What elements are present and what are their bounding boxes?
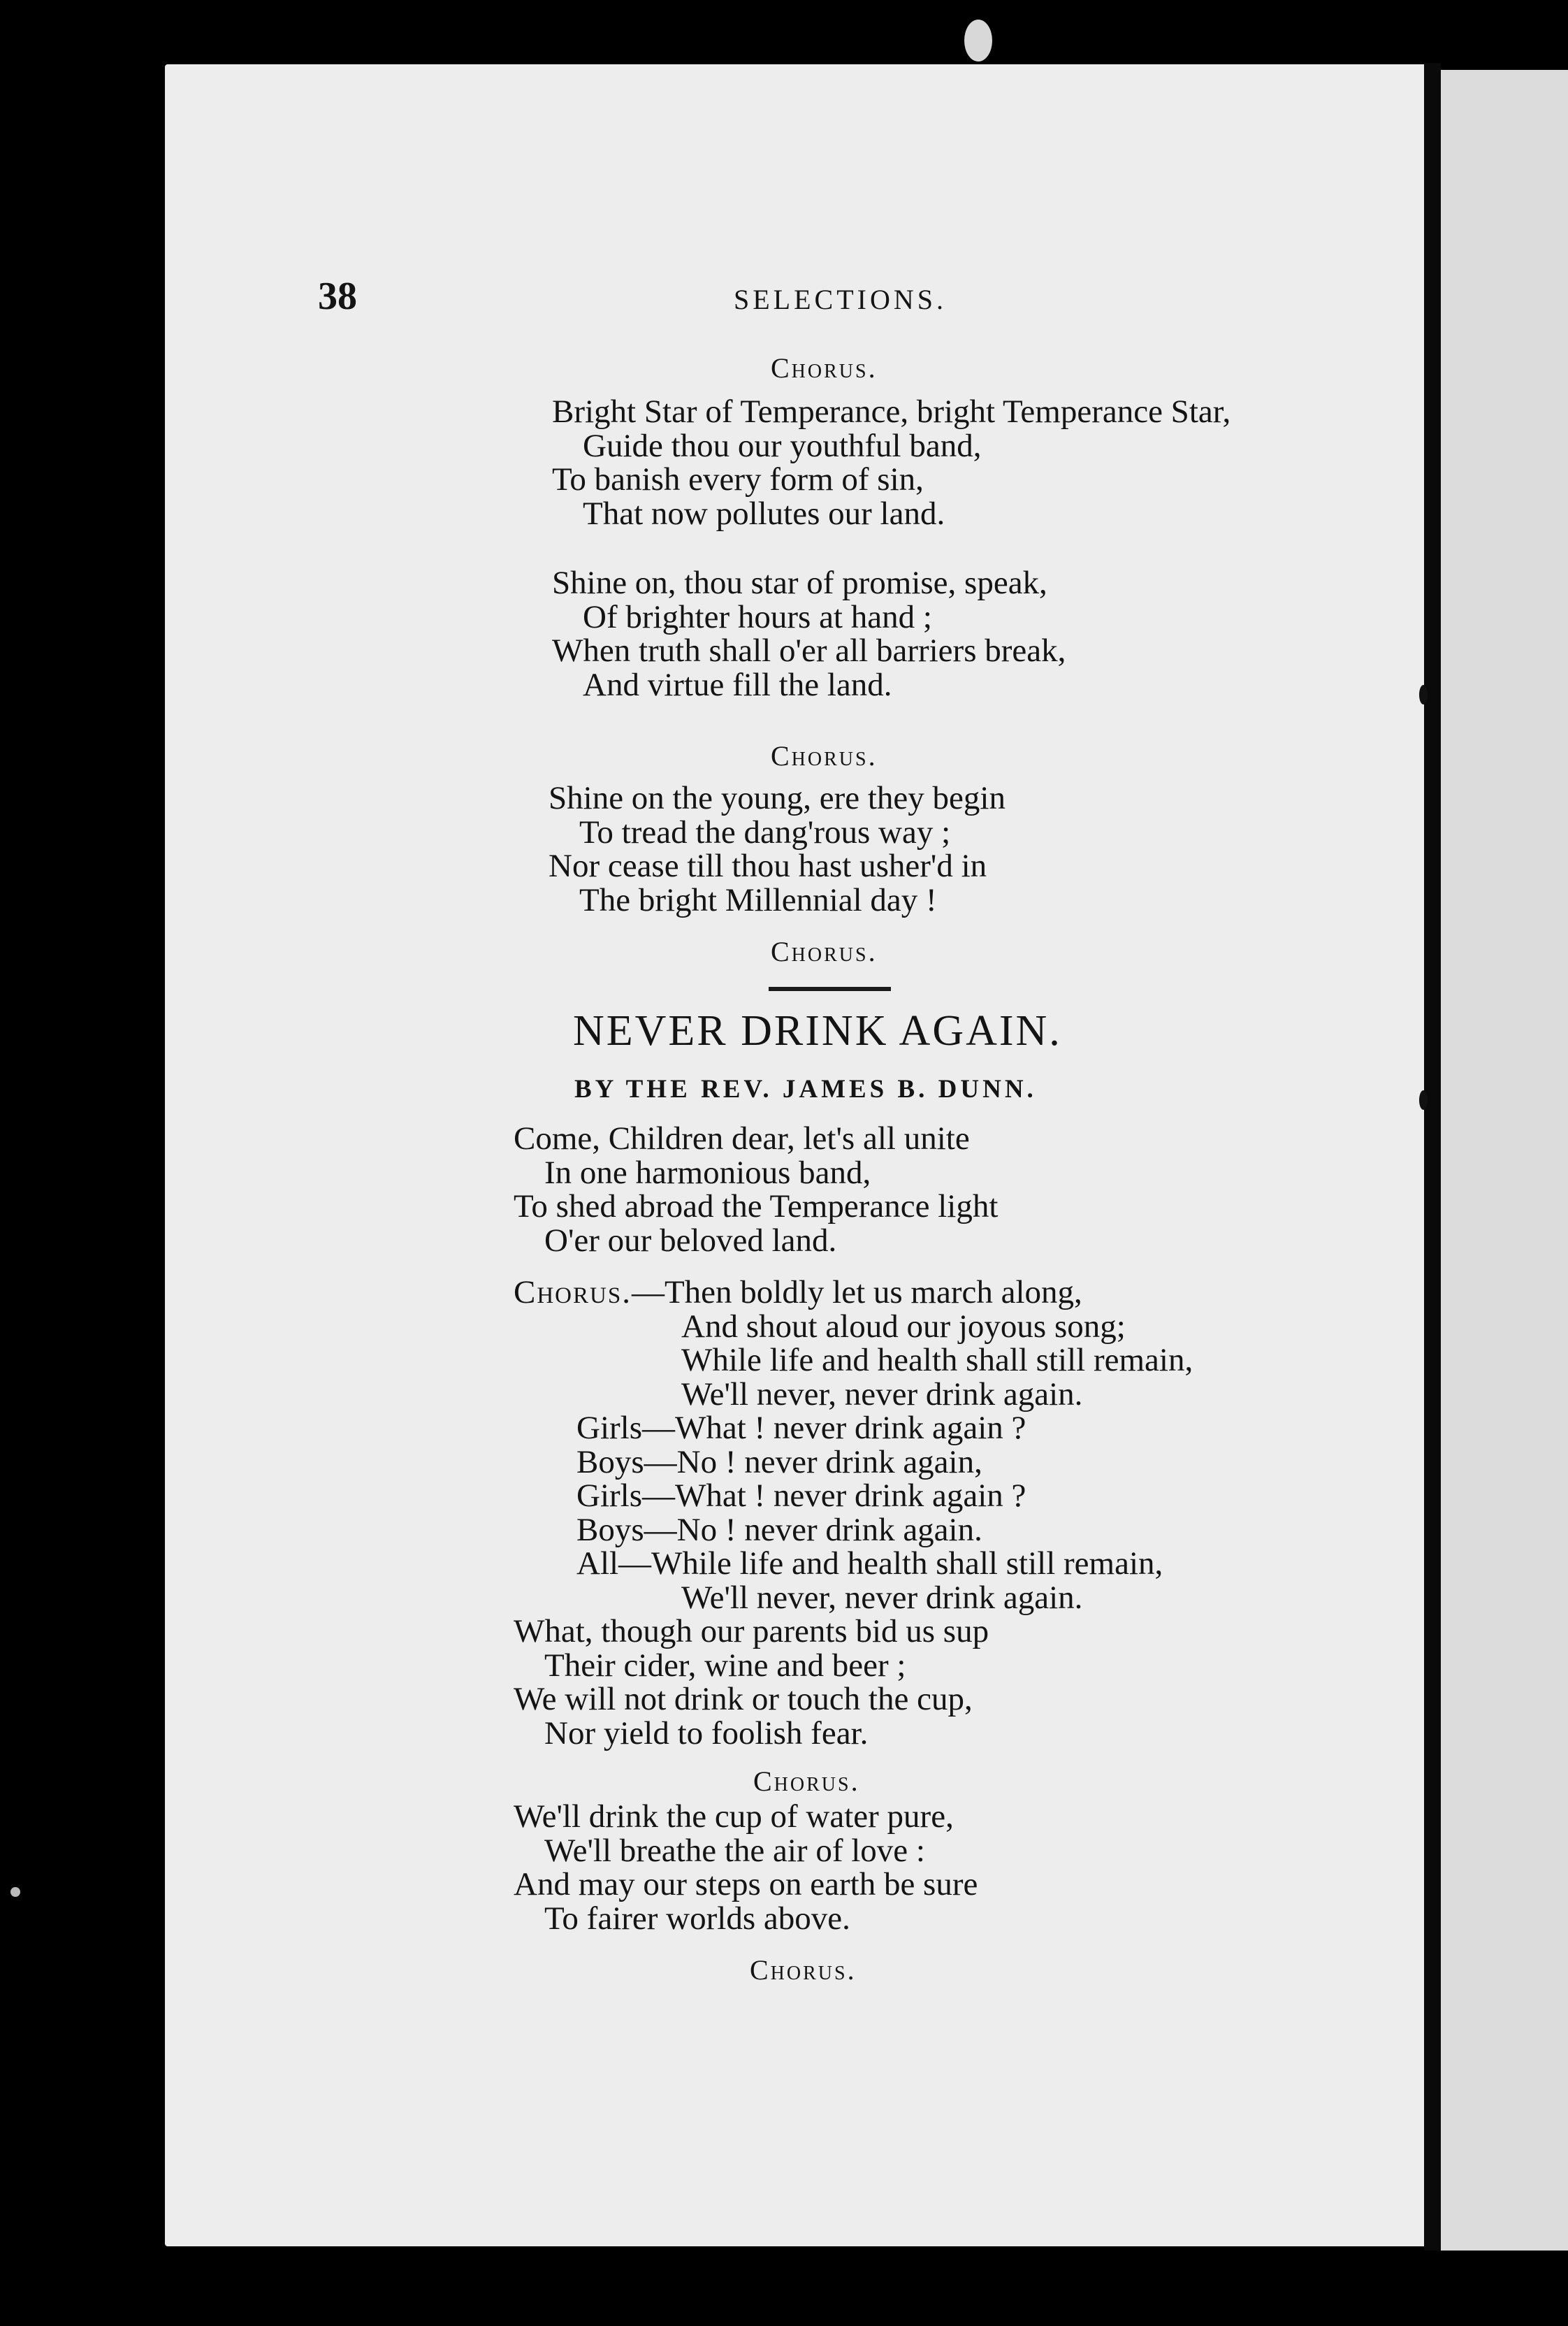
verse-line: To fairer worlds above. <box>544 1900 850 1937</box>
verse-line: Come, Children dear, let's all unite <box>514 1120 970 1157</box>
stanza <box>514 1800 978 1935</box>
chorus-line: We'll never, never drink again. <box>681 1375 1083 1413</box>
chorus-line: —Then boldly let us march along, <box>631 1274 1082 1310</box>
stanza <box>514 1122 998 1257</box>
verse-line: When truth shall o'er all barriers break, <box>552 633 1066 669</box>
page-number: 38 <box>318 275 357 318</box>
chorus-label: Chorus. <box>771 352 878 384</box>
chorus-first-line <box>514 1276 1193 1310</box>
facing-page-edge <box>1441 70 1568 2251</box>
chorus-line: And shout aloud our joyous song; <box>681 1308 1126 1345</box>
verse-line: Nor cease till thou hast usher'd in <box>549 848 987 884</box>
stanza <box>552 566 1066 702</box>
chorus-label: Chorus. <box>771 740 878 772</box>
chorus-line: While life and health shall still remain, <box>681 1342 1193 1378</box>
verse-line: Of brighter hours at hand ; <box>583 598 932 635</box>
dialog-line: All—While life and health shall still remain, <box>576 1545 1163 1582</box>
verse-line: To shed abroad the Temperance light <box>514 1188 999 1225</box>
chorus-inline-label: Chorus. <box>514 1274 632 1310</box>
verse-line: We'll drink the cup of water pure, <box>514 1798 954 1835</box>
verse-line: Guide thou our youthful band, <box>583 427 982 464</box>
stanza <box>549 781 1006 917</box>
dialog-line: Girls—What ! never drink again ? <box>576 1478 1026 1514</box>
chorus-label: Chorus. <box>771 936 878 967</box>
verse-line: To banish every form of sin, <box>552 461 924 498</box>
section-rule <box>769 987 891 991</box>
chorus-label: Chorus. <box>750 1954 857 1986</box>
verse-line: O'er our beloved land. <box>544 1222 837 1259</box>
verse-line: And virtue fill the land. <box>583 666 892 703</box>
dialog-line: Girls—What ! never drink again ? <box>576 1410 1026 1446</box>
book-gutter <box>1424 63 1441 2251</box>
verse-line: Shine on the young, ere they begin <box>549 780 1006 816</box>
chorus-label: Chorus. <box>753 1765 860 1797</box>
verse-line: That now pollutes our land. <box>583 495 945 532</box>
verse-line: In one harmonious band, <box>544 1154 871 1191</box>
scan-speck <box>964 20 992 62</box>
song-byline: BY THE REV. JAMES B. DUNN. <box>574 1075 1037 1104</box>
stanza <box>514 1615 989 1750</box>
verse-line: The bright Millennial day ! <box>579 881 937 918</box>
verse-line: We will not drink or touch the cup, <box>514 1681 973 1717</box>
scan-speck <box>10 1887 20 1897</box>
verse-line: Bright Star of Temperance, bright Temperance Star, <box>552 393 1231 430</box>
verse-line: We'll breathe the air of love : <box>544 1832 925 1869</box>
verse-line: Their cider, wine and beer ; <box>544 1647 906 1684</box>
scan-speck <box>1419 1090 1428 1110</box>
verse-line: Shine on, thou star of promise, speak, <box>552 565 1047 601</box>
running-head: SELECTIONS. <box>734 284 947 315</box>
chorus-line: We'll never, never drink again. <box>681 1579 1083 1616</box>
stanza <box>552 395 1231 530</box>
dialog-line: Boys—No ! never drink again. <box>576 1511 982 1548</box>
scan-speck <box>1419 685 1428 705</box>
verse-line: What, though our parents bid us sup <box>514 1613 989 1649</box>
verse-line: Nor yield to foolish fear. <box>544 1714 869 1751</box>
verse-line: To tread the dang'rous way ; <box>579 814 951 851</box>
song-title: NEVER DRINK AGAIN. <box>573 1007 1062 1055</box>
chorus-block <box>514 1276 1193 1615</box>
verse-line: And may our steps on earth be sure <box>514 1866 978 1902</box>
dialog-line: Boys—No ! never drink again, <box>576 1443 982 1480</box>
